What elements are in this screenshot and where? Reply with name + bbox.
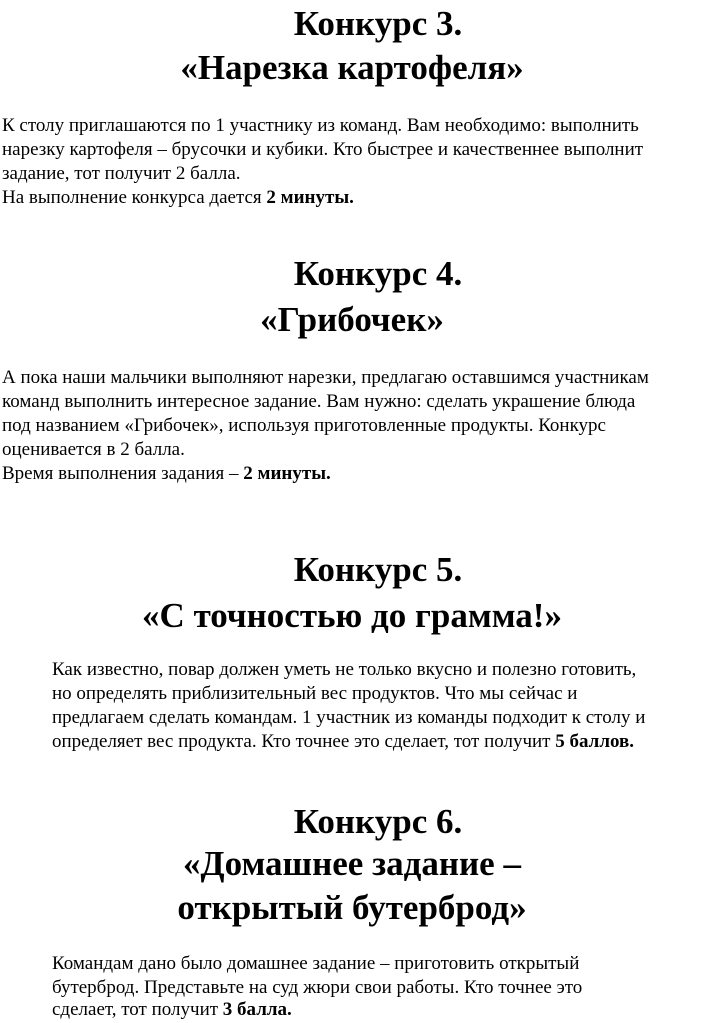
contest-3-line-3: задание, тот получит 2 балла. <box>2 163 241 184</box>
contest-6-last-text: сделает, тот получит <box>52 999 223 1020</box>
contest-4-subtitle: «Грибочек» <box>260 300 444 339</box>
contest-5-line-2: но определять приблизительный вес продуктов. Что мы сейчас и <box>52 683 578 704</box>
contest-4-time-text: Время выполнения задания – <box>2 463 244 484</box>
contest-4-line-2: команд выполнить интересное задание. Вам нужно: сделать украшение блюда <box>2 391 636 412</box>
contest-4-time-value: 2 минуты. <box>243 463 331 484</box>
contest-3-time-value: 2 минуты. <box>266 187 354 208</box>
contest-6-line-3 <box>52 998 292 1022</box>
contest-3-time-text: На выполнение конкурса дается <box>2 187 267 208</box>
contest-3-time <box>2 186 354 210</box>
contest-5-line-4 <box>52 730 634 754</box>
contest-3-line-1: К столу приглашаются по 1 участнику из команд. Вам необходимо: выполнить <box>2 115 639 136</box>
contest-6-subtitle-line-1: «Домашнее задание – <box>183 844 521 883</box>
contest-5-line-1: Как известно, повар должен уметь не только вкусно и полезно готовить, <box>52 659 637 680</box>
contest-5-title: Конкурс 5. <box>293 550 463 589</box>
contest-4-line-3: под названием «Грибочек», используя приготовленные продукты. Конкурс <box>2 415 606 436</box>
contest-3-subtitle: «Нарезка картофеля» <box>180 48 524 87</box>
contest-6-line-2: бутерброд. Представьте на суд жюри свои работы. Кто точнее это <box>52 977 583 998</box>
contest-4-line-1: А пока наши мальчики выполняют нарезки, предлагаю оставшимся участникам <box>2 367 649 388</box>
contest-5-line-3: предлагаем сделать командам. 1 участник из команды подходит к столу и <box>52 707 646 728</box>
contest-4-title: Конкурс 4. <box>293 254 463 293</box>
contest-5-score: 5 баллов. <box>555 731 635 752</box>
contest-3-line-2: нарезку картофеля – брусочки и кубики. Кто быстрее и качественнее выполнит <box>2 139 644 160</box>
contest-6-title: Конкурс 6. <box>293 802 463 841</box>
contest-6-line-1: Командам дано было домашнее задание – приготовить открытый <box>52 953 580 974</box>
contest-5-subtitle: «С точностью до грамма!» <box>142 596 562 635</box>
contest-4-time <box>2 462 331 486</box>
contest-6-score: 3 балла. <box>222 999 292 1020</box>
contest-4-line-4: оценивается в 2 балла. <box>2 439 185 460</box>
contest-3-title: Конкурс 3. <box>293 4 463 43</box>
contest-6-subtitle-line-2: открытый бутерброд» <box>177 888 527 927</box>
contest-5-last-text: определяет вес продукта. Кто точнее это сделает, тот получит <box>52 731 556 752</box>
